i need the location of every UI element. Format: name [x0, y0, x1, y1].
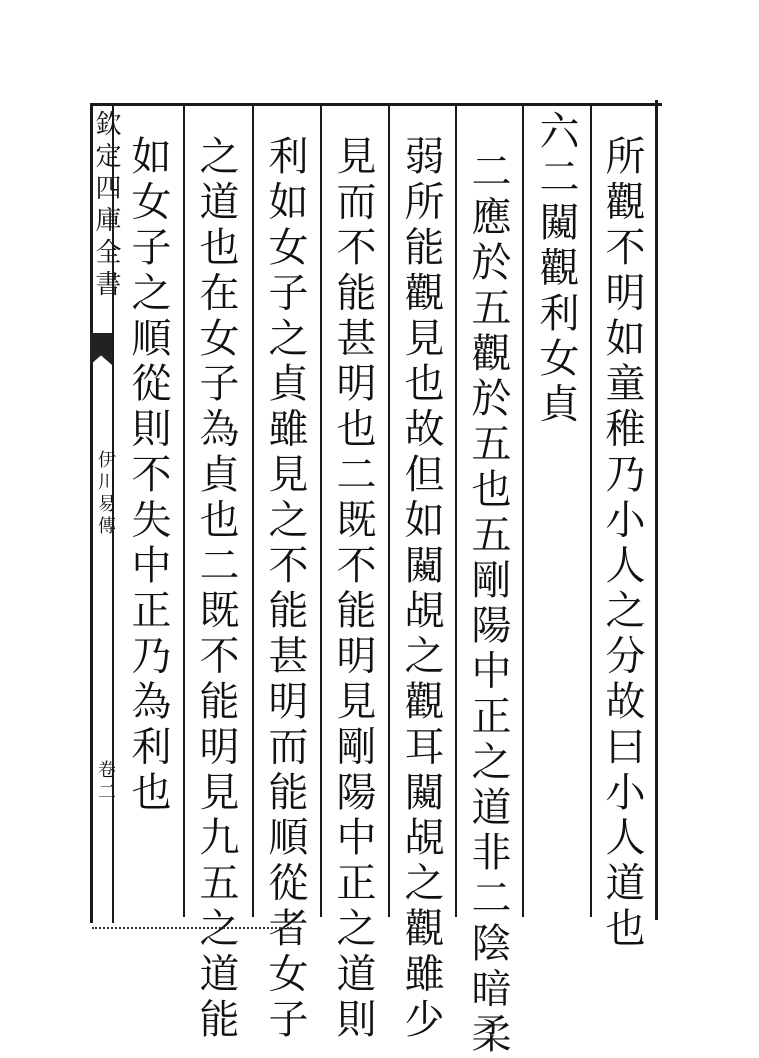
column-divider-7: [183, 105, 185, 917]
frame-top-line: [90, 103, 662, 106]
text-column-8: 如女子之順從則不失中正乃為利也: [125, 135, 171, 816]
margin-collection-title: 欽定四庫全書: [91, 110, 121, 302]
text-column-6: 利如女子之貞雖見之不能甚明而能順從者女子: [262, 135, 308, 1043]
column-divider-3: [455, 105, 457, 917]
column-divider-2: [522, 105, 524, 917]
text-column-2: 六二闚觀利女貞: [533, 110, 579, 428]
text-column-5: 見而不能甚明也二既不能明見剛陽中正之道則: [330, 135, 376, 1043]
column-divider-6: [252, 105, 254, 917]
frame-right-line: [655, 100, 658, 920]
column-divider-4: [388, 105, 390, 917]
margin-juan-number: 卷二: [95, 760, 116, 804]
text-column-3: 二應於五觀於五也五剛陽中正之道非二陰暗柔: [465, 150, 511, 1058]
text-column-1: 所觀不明如童稚乃小人之分故曰小人道也: [599, 135, 645, 953]
text-column-4: 弱所能觀見也故但如闚覘之觀耳闚覘之觀雖少: [398, 135, 444, 1043]
column-divider-5: [320, 105, 322, 917]
margin-book-title: 伊川易傳: [95, 450, 116, 538]
text-column-7: 之道也在女子為貞也二既不能明見九五之道能: [193, 135, 239, 1043]
fish-tail-mark: [90, 333, 112, 365]
column-divider-1: [590, 105, 592, 917]
bottom-edge-mark: [92, 927, 292, 931]
